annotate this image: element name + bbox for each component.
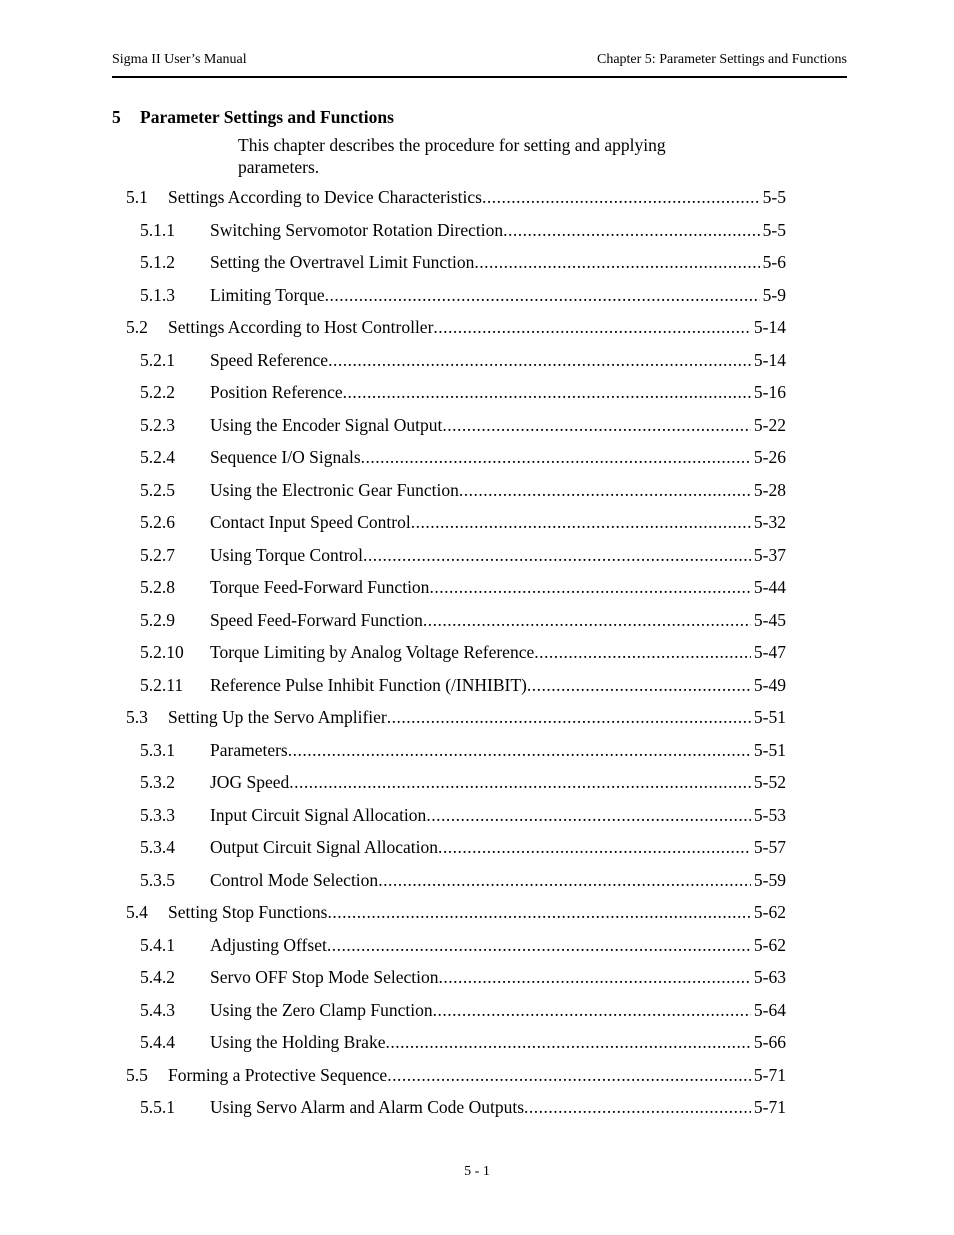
toc-entry-title: Output Circuit Signal Allocation (210, 837, 438, 857)
toc-entry-page: 5-64 (753, 999, 786, 1020)
toc-entry-page: 5-9 (762, 284, 786, 305)
toc-entry[interactable] (126, 184, 786, 210)
toc-entry[interactable] (140, 932, 786, 958)
toc-entry-page: 5-51 (753, 739, 786, 760)
toc-entry[interactable] (140, 249, 786, 275)
toc-leader-dots (378, 867, 751, 893)
toc-leader-dots (534, 639, 751, 665)
toc-entry-page: 5-62 (753, 934, 786, 955)
toc-entry-page: 5-14 (753, 317, 786, 337)
toc-entry[interactable] (126, 704, 786, 730)
toc-entry-page: 5-53 (753, 804, 786, 825)
toc-leader-dots (429, 574, 750, 600)
toc-entry-title: Settings According to Host Controller (168, 317, 434, 337)
toc-leader-dots (433, 997, 751, 1023)
toc-entry-page: 5-71 (753, 1064, 786, 1085)
toc-leader-dots (527, 672, 751, 698)
toc-entry[interactable] (140, 639, 786, 665)
toc-entry-number: 5.2.8 (140, 577, 175, 597)
toc-leader-dots (482, 184, 760, 210)
toc-entry-title: Input Circuit Signal Allocation (210, 804, 427, 825)
toc-entry[interactable] (140, 1029, 786, 1055)
toc-leader-dots (343, 379, 751, 405)
chapter-number: 5 (112, 107, 121, 127)
toc-entry-number: 5.2.3 (140, 414, 175, 435)
toc-leader-dots (328, 347, 751, 373)
toc-entry[interactable] (126, 1062, 786, 1088)
toc-leader-dots (524, 1094, 751, 1120)
toc-entry-title: Setting Stop Functions (168, 902, 328, 922)
toc-entry-number: 5.2 (126, 317, 148, 337)
toc-entry[interactable] (140, 217, 786, 243)
toc-leader-dots (411, 509, 751, 535)
toc-entry[interactable] (140, 477, 786, 503)
toc-entry-page: 5-37 (753, 544, 786, 565)
toc-entry-number: 5.2.6 (140, 512, 175, 532)
toc-entry-title: Forming a Protective Sequence (168, 1064, 388, 1085)
chapter-title: Parameter Settings and Functions (140, 107, 394, 127)
toc-entry-number: 5.2.11 (140, 674, 184, 695)
toc-entry-title: Settings According to Device Characteristics (168, 187, 482, 207)
toc-entry[interactable] (140, 769, 786, 795)
toc-entry-title: Using Torque Control (210, 544, 364, 565)
toc-entry-title: Sequence I/O Signals (210, 447, 361, 467)
toc-entry-number: 5.4 (126, 902, 148, 922)
page-header (112, 52, 847, 78)
toc-entry-title: Adjusting Offset (210, 934, 327, 955)
toc-entry-number: 5.4.1 (140, 934, 175, 955)
toc-entry-number: 5.3 (126, 707, 148, 727)
toc-entry-page: 5-5 (762, 187, 786, 207)
toc-entry-page: 5-45 (753, 609, 786, 630)
toc-leader-dots (503, 217, 760, 243)
toc-entry-title: Limiting Torque (210, 284, 325, 305)
toc-entry-number: 5.2.4 (140, 447, 175, 467)
toc-entry[interactable] (140, 347, 786, 373)
toc-entry-number: 5.4.4 (140, 1032, 175, 1052)
toc-entry-title: Switching Servomotor Rotation Direction (210, 219, 504, 240)
toc-entry[interactable] (140, 867, 786, 893)
toc-entry-page: 5-66 (753, 1032, 786, 1052)
toc-entry-number: 5.1.1 (140, 219, 175, 240)
toc-leader-dots (288, 737, 751, 763)
toc-entry-number: 5.4.2 (140, 967, 175, 987)
toc-entry-page: 5-16 (753, 382, 786, 402)
toc-entry-title: Torque Feed-Forward Function (210, 577, 430, 597)
toc-leader-dots (438, 834, 751, 860)
toc-entry-number: 5.1 (126, 187, 148, 207)
toc-entry-title: Reference Pulse Inhibit Function (/INHIBIT) (210, 674, 527, 695)
toc-leader-dots (438, 964, 750, 990)
toc-leader-dots (325, 282, 760, 308)
toc-entry-page: 5-52 (753, 772, 786, 792)
toc-entry[interactable] (140, 1094, 786, 1120)
toc-entry-page: 5-59 (753, 869, 786, 890)
chapter-header: Chapter 5: Parameter Settings and Functions (596, 52, 847, 67)
toc-entry-page: 5-49 (753, 674, 786, 695)
toc-leader-dots (459, 477, 751, 503)
toc-entry-number: 5.5.1 (140, 1097, 175, 1117)
toc-entry-page: 5-63 (753, 967, 786, 987)
toc-leader-dots (387, 1062, 751, 1088)
toc-entry-page: 5-47 (753, 642, 786, 662)
toc-leader-dots (423, 607, 751, 633)
toc-entry-number: 5.3.5 (140, 869, 175, 890)
toc-entry-number: 5.2.10 (140, 642, 184, 662)
toc-leader-dots (433, 314, 751, 340)
toc-entry-page: 5-22 (753, 414, 786, 435)
toc-leader-dots (474, 249, 759, 275)
toc-entry-page: 5-26 (753, 447, 786, 467)
toc-leader-dots (327, 932, 751, 958)
toc-entry-title: Speed Reference (210, 349, 329, 370)
toc-entry[interactable] (140, 672, 786, 698)
toc-entry-title: Using the Holding Brake (210, 1032, 386, 1052)
toc-entry[interactable] (140, 997, 786, 1023)
toc-entry-page: 5-14 (753, 349, 786, 370)
toc-entry-page: 5-6 (762, 252, 786, 272)
toc-entry[interactable] (140, 802, 786, 828)
toc-entry[interactable] (140, 282, 786, 308)
toc-entry-number: 5.3.2 (140, 772, 175, 792)
page-number: 5 - 1 (464, 1164, 490, 1179)
toc-entry-number: 5.2.2 (140, 382, 175, 402)
toc-entry-page: 5-62 (753, 902, 786, 922)
toc-entry-number: 5.2.7 (140, 544, 175, 565)
toc-entry-number: 5.1.2 (140, 252, 175, 272)
toc-entry-title: Contact Input Speed Control (210, 512, 411, 532)
toc-entry-number: 5.3.1 (140, 739, 175, 760)
toc-entry-title: Setting the Overtravel Limit Function (210, 252, 475, 272)
toc-entry-number: 5.1.3 (140, 284, 175, 305)
toc-entry-page: 5-44 (753, 577, 786, 597)
toc-entry-page: 5-51 (753, 707, 786, 727)
toc-leader-dots (361, 444, 751, 470)
toc-entry[interactable] (140, 574, 786, 600)
toc-entry-title: Torque Limiting by Analog Voltage Reference (210, 642, 535, 662)
toc-entry-number: 5.2.5 (140, 479, 175, 500)
toc-leader-dots (327, 899, 750, 925)
toc-entry-number: 5.4.3 (140, 999, 175, 1020)
toc-entry-number: 5.3.4 (140, 837, 175, 857)
toc-entry-page: 5-57 (753, 837, 786, 857)
chapter-heading (112, 107, 394, 128)
toc-entry-title: Using the Encoder Signal Output (210, 414, 443, 435)
toc-leader-dots (363, 542, 751, 568)
toc-entry-title: Position Reference (210, 382, 343, 402)
toc-leader-dots (289, 769, 751, 795)
toc-entry[interactable] (140, 542, 786, 568)
toc-entry-number: 5.5 (126, 1064, 148, 1085)
toc-entry-title: Using the Zero Clamp Function (210, 999, 433, 1020)
toc-entry-title: Using Servo Alarm and Alarm Code Outputs (210, 1097, 525, 1117)
toc-entry-title: Setting Up the Servo Amplifier (168, 707, 387, 727)
toc-entry-number: 5.2.1 (140, 349, 175, 370)
toc-entry[interactable] (140, 379, 786, 405)
toc-entry[interactable] (140, 444, 786, 470)
toc-entry-page: 5-5 (762, 219, 786, 240)
toc-entry-number: 5.3.3 (140, 804, 175, 825)
toc-entry-number: 5.2.9 (140, 609, 175, 630)
toc-leader-dots (387, 704, 751, 730)
toc-entry-page: 5-32 (753, 512, 786, 532)
toc-entry-page: 5-28 (753, 479, 786, 500)
toc-entry-page: 5-71 (753, 1097, 786, 1117)
toc-leader-dots (385, 1029, 750, 1055)
toc-leader-dots (442, 412, 751, 438)
toc-leader-dots (426, 802, 751, 828)
toc-entry[interactable] (140, 964, 786, 990)
toc-entry-title: Control Mode Selection (210, 869, 379, 890)
chapter-intro: This chapter describes the procedure for setting and applying parameters. (238, 135, 666, 177)
toc-entry-title: Speed Feed-Forward Function (210, 609, 423, 630)
toc-entry-title: Servo OFF Stop Mode Selection (210, 967, 439, 987)
toc-entry-title: Using the Electronic Gear Function (210, 479, 459, 500)
toc-entry[interactable] (126, 899, 786, 925)
toc-entry[interactable] (140, 834, 786, 860)
manual-title: Sigma II User’s Manual (112, 52, 247, 67)
toc-entry[interactable] (140, 607, 786, 633)
toc-entry[interactable] (140, 509, 786, 535)
toc-entry[interactable] (140, 737, 786, 763)
toc-entry-title: JOG Speed (210, 772, 290, 792)
toc-entry[interactable] (126, 314, 786, 340)
toc-entry[interactable] (140, 412, 786, 438)
toc-entry-title: Parameters (210, 739, 288, 760)
